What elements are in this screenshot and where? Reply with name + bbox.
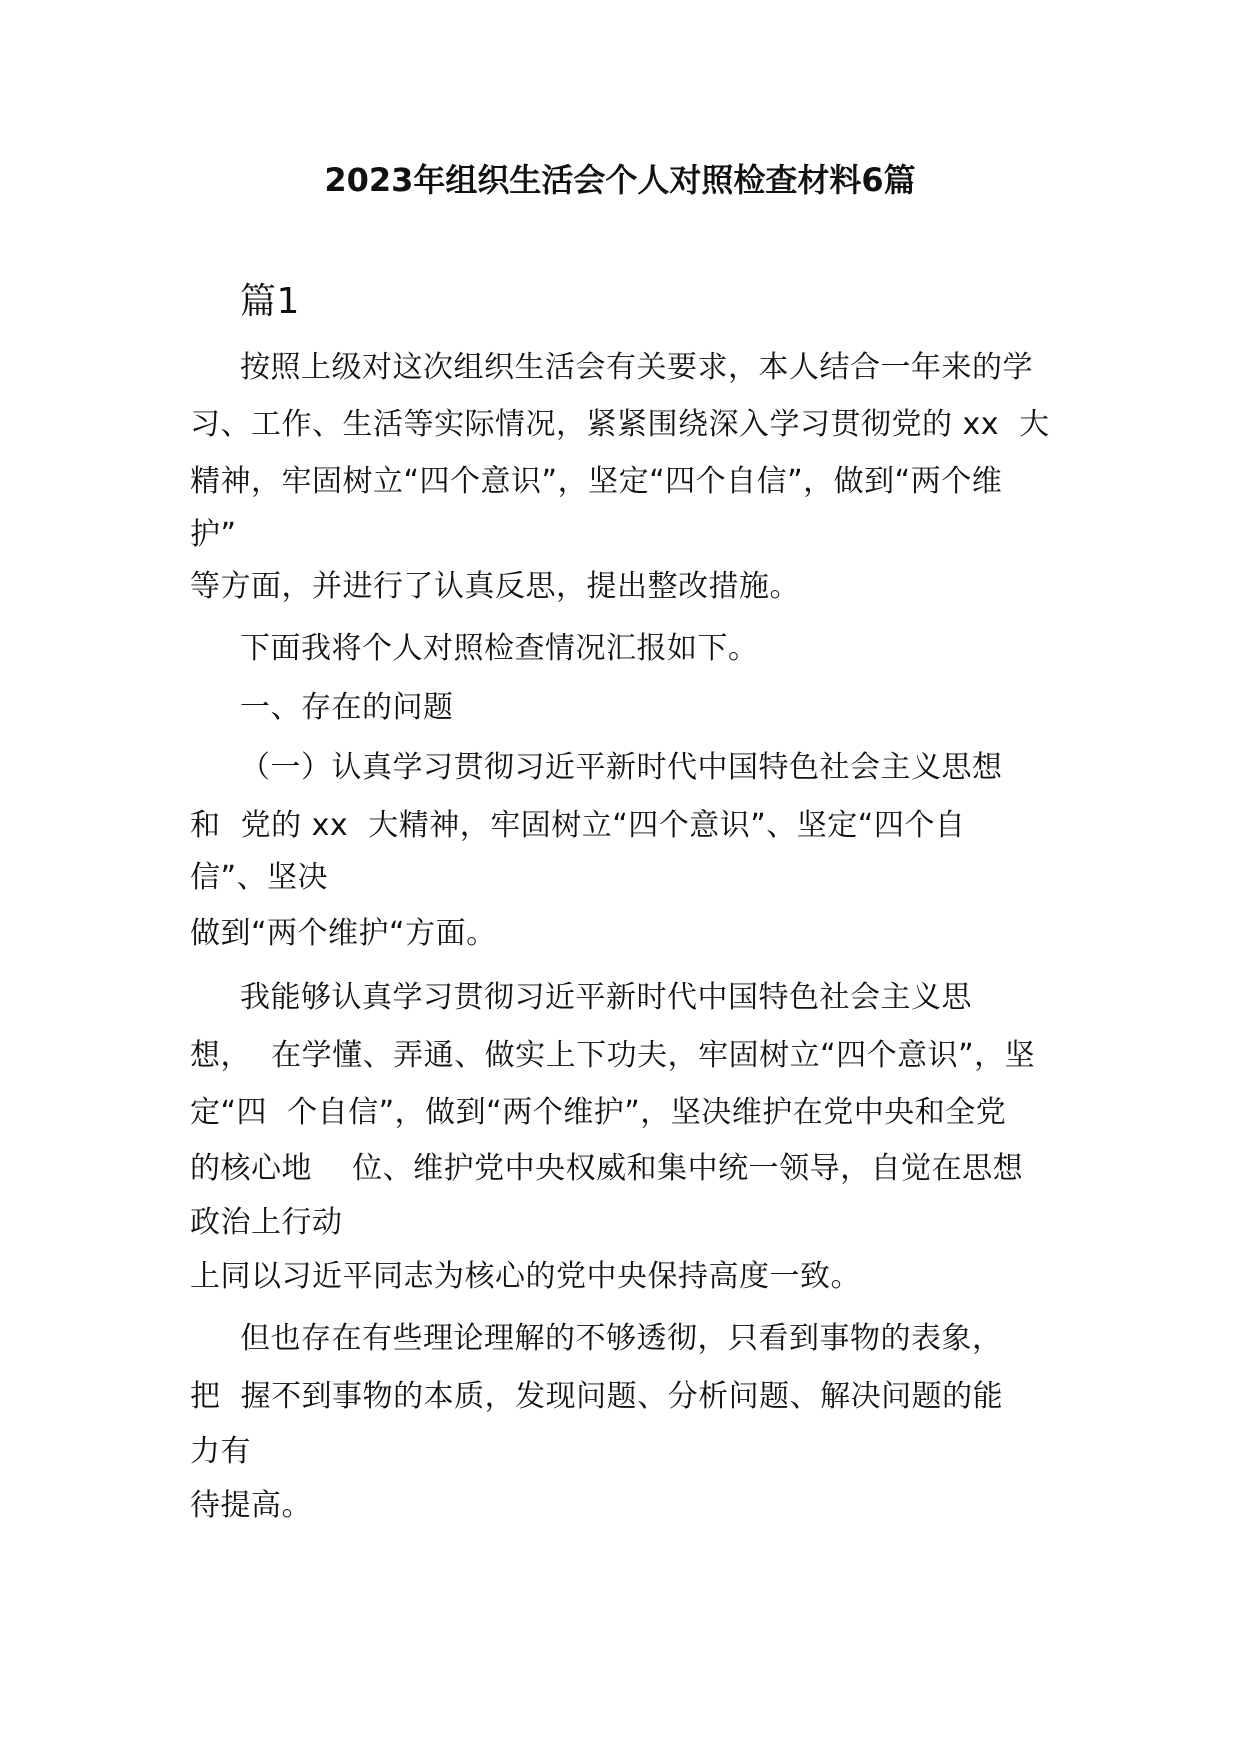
- paragraph-line: 护”: [190, 517, 237, 552]
- paragraph-line: 的核心地 位、维护党中央权威和集中统一领导，自觉在思想: [190, 1151, 1024, 1186]
- paragraph-line: 把 握不到事物的本质，发现问题、分析问题、解决问题的能: [190, 1379, 1004, 1414]
- paragraph-line: 上同以习近平同志为核心的党中央保持高度一致。: [190, 1259, 861, 1294]
- paragraph-line: 和 党的 xx 大精神，牢固树立“四个意识”、坚定“四个自: [190, 808, 966, 843]
- paragraph-line: （一）认真学习贯彻习近平新时代中国特色社会主义思想: [240, 750, 1003, 785]
- paragraph-line: 政治上行动: [190, 1205, 343, 1240]
- paragraph-line: 想， 在学懂、弄通、做实上下功夫，牢固树立“四个意识”，坚: [190, 1038, 1036, 1073]
- paragraph-line: 信”、坚决: [190, 860, 329, 895]
- section-subheading: 一、存在的问题: [240, 690, 454, 725]
- paragraph-line: 定“四 个自信”，做到“两个维护”，坚决维护在党中央和全党: [190, 1095, 1007, 1130]
- document-title: 2023年组织生活会个人对照检查材料6篇: [324, 161, 916, 199]
- paragraph-line: 精神，牢固树立“四个意识”，坚定“四个自信”，做到“两个维: [190, 464, 1003, 499]
- paragraph-line: 习、工作、生活等实际情况，紧紧围绕深入学习贯彻党的 xx 大: [190, 407, 1050, 442]
- paragraph-line: 按照上级对这次组织生活会有关要求，本人结合一年来的学: [240, 350, 1033, 385]
- section-heading: 篇1: [240, 281, 300, 322]
- paragraph-line: 待提高。: [190, 1488, 312, 1523]
- paragraph-line: 下面我将个人对照检查情况汇报如下。: [240, 631, 759, 666]
- paragraph-line: 我能够认真学习贯彻习近平新时代中国特色社会主义思: [240, 980, 972, 1015]
- paragraph-line: 做到“两个维护“方面。: [190, 916, 497, 951]
- paragraph-line: 但也存在有些理论理解的不够透彻，只看到事物的表象，: [240, 1321, 1003, 1356]
- paragraph-line: 力有: [190, 1434, 251, 1469]
- paragraph-line: 等方面，并进行了认真反思，提出整改措施。: [190, 569, 800, 604]
